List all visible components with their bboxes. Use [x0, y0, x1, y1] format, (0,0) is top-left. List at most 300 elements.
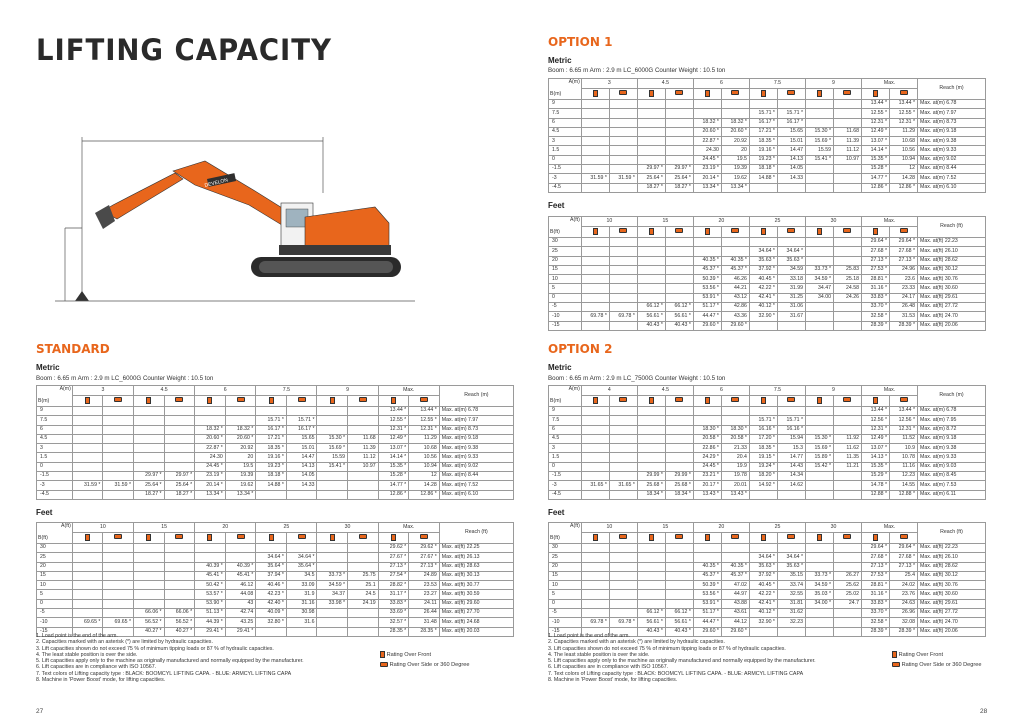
capacity-cell: 28.39 * — [890, 627, 918, 636]
capacity-cell — [609, 562, 637, 571]
height-cell: -1.5 — [549, 165, 582, 174]
capacity-cell: 25.64 * — [134, 481, 165, 490]
capacity-cell — [317, 618, 348, 627]
reach-cell: Max. at(m) 9.38 — [918, 137, 986, 146]
reach-cell: Max. at(ft) 22.23 — [918, 544, 986, 553]
reach-cell: Max. at(m) 7.52 — [918, 174, 986, 183]
capacity-cell: 13.34 * — [195, 490, 226, 499]
capacity-cell — [805, 100, 833, 109]
b-label: B(m) — [550, 398, 562, 405]
capacity-cell: 31.62 — [777, 609, 805, 618]
max-header: Max. — [378, 523, 439, 533]
rating-front-icon — [649, 534, 654, 541]
capacity-cell: 20.58 * — [721, 434, 749, 443]
capacity-cell — [833, 118, 861, 127]
capacity-cell — [609, 425, 637, 434]
front-icon-cell — [317, 396, 348, 407]
table-row — [37, 618, 514, 627]
capacity-cell — [665, 453, 693, 462]
header-row — [37, 523, 514, 533]
capacity-cell: 12.55 * — [890, 109, 918, 118]
side-icon-cell — [409, 396, 440, 407]
height-cell: -10 — [549, 618, 582, 627]
reach-cell: Max. at(ft) 30.13 — [439, 571, 513, 580]
capacity-cell — [581, 553, 609, 562]
capacity-cell: 13.07 * — [862, 137, 890, 146]
capacity-cell: 40.35 * — [721, 562, 749, 571]
capacity-cell: 19.23 * — [749, 155, 777, 164]
capacity-cell: 23.19 * — [693, 165, 721, 174]
rating-side-icon — [900, 228, 908, 233]
capacity-cell: 28.35 * — [378, 627, 409, 636]
capacity-cell: 14.77 * — [862, 174, 890, 183]
capacity-cell: 14.88 * — [256, 481, 287, 490]
note: 1. Load point is the end of the arm. — [36, 633, 118, 639]
capacity-cell: 15.41 * — [317, 462, 348, 471]
rating-side-icon — [731, 228, 739, 233]
header-row — [549, 523, 986, 533]
side-icon-cell — [890, 533, 918, 544]
capacity-cell — [833, 609, 861, 618]
capacity-cell: 10.9 — [890, 444, 918, 453]
capacity-cell — [317, 472, 348, 481]
capacity-cell — [665, 590, 693, 599]
capacity-cell — [665, 118, 693, 127]
capacity-cell: 28.35 * — [409, 627, 440, 636]
capacity-cell: 34.59 * — [317, 581, 348, 590]
reach-cell: Max. at(ft) 30.77 — [439, 581, 513, 590]
capacity-cell: 11.39 — [833, 137, 861, 146]
capacity-cell — [103, 581, 134, 590]
capacity-cell — [134, 562, 165, 571]
side-icon-cell — [890, 227, 918, 238]
table-row — [37, 581, 514, 590]
capacity-cell: 31.53 — [890, 312, 918, 321]
capacity-cell — [777, 490, 805, 499]
capacity-cell — [317, 407, 348, 416]
height-cell: 9 — [549, 407, 582, 416]
rating-side-icon — [359, 397, 367, 402]
capacity-cell: 25.62 — [833, 581, 861, 590]
side-icon-cell — [286, 396, 317, 407]
front-icon-cell — [637, 227, 665, 238]
capacity-cell: 31.16 * — [862, 284, 890, 293]
rating-side-icon — [675, 90, 683, 95]
capacity-cell: 15.35 * — [378, 462, 409, 471]
rating-front-icon — [146, 397, 151, 404]
note: 3. Lift capacities shown do not exceed 75 % of minimum tipping loads or 87 % of hydraulic capacities. — [548, 645, 786, 652]
capacity-cell: 12.31 * — [890, 118, 918, 127]
capacity-cell — [225, 544, 256, 553]
capacity-cell: 25.75 — [348, 571, 379, 580]
capacity-cell: 14.92 * — [749, 481, 777, 490]
a-label: A(m) — [568, 386, 580, 392]
height-cell: 0 — [37, 599, 73, 608]
capacity-cell: 18.32 * — [225, 425, 256, 434]
reach-cell: Max. at(ft) 30.12 — [918, 571, 986, 580]
radius-header: 7.5 — [749, 386, 805, 396]
capacity-cell: 14.77 * — [378, 481, 409, 490]
height-cell: -15 — [549, 627, 582, 636]
capacity-cell — [103, 544, 134, 553]
reach-cell: Max. at(m) 9.38 — [918, 444, 986, 453]
rating-side-icon — [675, 534, 683, 539]
table-row — [549, 581, 986, 590]
note: 3. Lift capacities shown do not exceed 75 % of minimum tipping loads or 87 % of hydraulic capacities. — [36, 645, 274, 652]
brand-label: DEVELON — [204, 177, 229, 189]
capacity-cell: 27.53 * — [862, 571, 890, 580]
rating-front-icon — [761, 228, 766, 235]
capacity-cell: 20 — [721, 146, 749, 155]
front-icon-cell — [378, 396, 409, 407]
reach-header: Reach (m) — [918, 79, 986, 100]
capacity-cell — [721, 544, 749, 553]
capacity-cell: 33.18 — [777, 275, 805, 284]
rating-front-icon — [380, 651, 385, 658]
capacity-cell: 19.16 * — [256, 453, 287, 462]
table-row — [549, 416, 986, 425]
front-icon-cell — [862, 89, 890, 100]
capacity-cell — [609, 265, 637, 274]
capacity-cell: 44.47 * — [693, 312, 721, 321]
capacity-cell: 66.06 * — [134, 609, 165, 618]
table-row — [549, 553, 986, 562]
height-cell: 15 — [549, 571, 582, 580]
standard-feet-label: Feet — [36, 508, 53, 517]
header-row — [37, 386, 514, 396]
capacity-cell: 11.68 — [348, 434, 379, 443]
height-cell: 4.5 — [37, 434, 73, 443]
capacity-cell: 13.34 * — [721, 183, 749, 192]
capacity-cell — [581, 434, 609, 443]
capacity-cell: 18.32 * — [721, 118, 749, 127]
reach-cell: Max. at(ft) 28.63 — [439, 562, 513, 571]
option1-feet-label: Feet — [548, 201, 565, 210]
front-icon-cell — [805, 533, 833, 544]
capacity-cell: 40.12 * — [749, 609, 777, 618]
capacity-cell: 33.73 * — [805, 571, 833, 580]
capacity-cell — [609, 462, 637, 471]
capacity-cell — [103, 571, 134, 580]
capacity-cell: 40.39 * — [225, 562, 256, 571]
capacity-cell — [348, 416, 379, 425]
capacity-cell: 34.00 — [805, 293, 833, 302]
capacity-cell — [609, 416, 637, 425]
capacity-cell — [833, 312, 861, 321]
capacity-cell — [805, 256, 833, 265]
capacity-cell — [103, 562, 134, 571]
excavator-illustration — [55, 133, 415, 308]
capacity-cell: 10.56 — [409, 453, 440, 462]
capacity-cell — [72, 590, 103, 599]
capacity-cell — [103, 425, 134, 434]
capacity-cell — [581, 453, 609, 462]
capacity-cell: 19.24 * — [749, 462, 777, 471]
side-icon-cell — [609, 89, 637, 100]
capacity-cell — [609, 553, 637, 562]
capacity-cell: 14.78 * — [862, 481, 890, 490]
rating-front-icon — [391, 534, 396, 541]
capacity-cell: 12.31 * — [890, 425, 918, 434]
table-row — [549, 174, 986, 183]
capacity-cell: 24.45 * — [195, 462, 226, 471]
note: 8. Machine in 'Power Boost' mode, for lifting capacities. — [548, 677, 678, 684]
front-icon-cell — [862, 396, 890, 407]
capacity-cell: 53.90 * — [195, 599, 226, 608]
capacity-cell — [609, 472, 637, 481]
reach-cell: Max. at(m) 8.44 — [439, 472, 513, 481]
standard-metric-label: Metric — [36, 363, 60, 372]
side-icon-cell — [609, 396, 637, 407]
table-row — [549, 609, 986, 618]
front-icon-cell — [72, 533, 103, 544]
reach-cell: Max. at(m) 7.97 — [918, 109, 986, 118]
radius-header: 20 — [693, 523, 749, 533]
capacity-cell: 33.09 — [286, 581, 317, 590]
capacity-cell: 25.68 * — [637, 481, 665, 490]
capacity-cell — [581, 165, 609, 174]
table-row — [37, 462, 514, 471]
side-icon-cell — [665, 227, 693, 238]
rating-side-icon — [731, 397, 739, 402]
capacity-cell — [164, 462, 195, 471]
capacity-cell: 31.59 * — [581, 174, 609, 183]
capacity-cell — [225, 407, 256, 416]
capacity-cell: 56.61 * — [637, 618, 665, 627]
capacity-cell — [72, 453, 103, 462]
capacity-cell: 32.90 * — [749, 618, 777, 627]
capacity-cell: 19.23 * — [256, 462, 287, 471]
option2-spec: Boom : 6.65 m Arm : 2.9 m LC_7500G Counter Weight : 10.5 ton — [548, 375, 726, 382]
capacity-cell — [637, 256, 665, 265]
capacity-cell — [348, 562, 379, 571]
capacity-cell: 24.58 — [833, 284, 861, 293]
capacity-cell — [609, 571, 637, 580]
height-cell: 4.5 — [549, 434, 582, 443]
option1-spec: Boom : 6.65 m Arm : 2.9 m LC_6000G Counter Weight : 10.5 ton — [548, 67, 726, 74]
capacity-cell: 34.37 — [317, 590, 348, 599]
reach-cell: Max. at(ft) 20.03 — [439, 627, 513, 636]
table-row — [37, 609, 514, 618]
capacity-cell: 14.13 — [777, 155, 805, 164]
capacity-cell — [805, 544, 833, 553]
table-row — [549, 146, 986, 155]
rating-front-icon — [873, 397, 878, 404]
capacity-cell — [637, 444, 665, 453]
capacity-cell: 20.17 * — [693, 481, 721, 490]
capacity-cell: 11.21 — [833, 462, 861, 471]
side-icon-cell — [833, 227, 861, 238]
reach-cell: Max. at(m) 9.38 — [439, 444, 513, 453]
rating-side-icon — [843, 228, 851, 233]
reach-cell: Max. at(ft) 28.62 — [918, 256, 986, 265]
front-icon-cell — [637, 89, 665, 100]
capacity-cell — [721, 407, 749, 416]
capacity-cell: 13.43 * — [721, 490, 749, 499]
capacity-cell — [637, 146, 665, 155]
height-cell: 9 — [37, 407, 73, 416]
table-row — [549, 256, 986, 265]
capacity-cell: 14.47 — [286, 453, 317, 462]
table-row — [37, 453, 514, 462]
capacity-cell — [134, 453, 165, 462]
front-icon-cell — [195, 396, 226, 407]
capacity-cell — [609, 118, 637, 127]
capacity-cell — [581, 238, 609, 247]
capacity-cell — [164, 553, 195, 562]
legend-side-right: Rating Over Side or 360 Degree — [892, 662, 981, 668]
front-icon-cell — [378, 533, 409, 544]
table-row — [549, 137, 986, 146]
rating-side-icon — [420, 397, 428, 402]
table-row — [549, 472, 986, 481]
capacity-cell: 16.16 * — [749, 425, 777, 434]
max-header: Max. — [862, 217, 918, 227]
height-cell: 0 — [549, 293, 582, 302]
capacity-cell: 25.1 — [348, 581, 379, 590]
capacity-cell — [805, 238, 833, 247]
capacity-cell: 12.49 * — [862, 127, 890, 136]
table-row — [549, 321, 986, 330]
capacity-cell: 12 — [890, 165, 918, 174]
reach-header: Reach (ft) — [918, 523, 986, 544]
capacity-cell: 26.44 — [409, 609, 440, 618]
capacity-cell — [609, 284, 637, 293]
capacity-cell — [103, 553, 134, 562]
side-icon-cell — [609, 533, 637, 544]
height-cell: 0 — [549, 155, 582, 164]
capacity-cell: 11.35 — [833, 453, 861, 462]
capacity-cell: 14.77 — [777, 453, 805, 462]
capacity-cell: 29.41 * — [195, 627, 226, 636]
capacity-cell: 40.45 * — [749, 275, 777, 284]
capacity-cell: 11.12 — [348, 453, 379, 462]
capacity-cell — [665, 444, 693, 453]
radius-header: 30 — [805, 217, 861, 227]
b-label: B(ft) — [550, 229, 560, 236]
rating-front-icon — [817, 90, 822, 97]
height-cell: -5 — [37, 609, 73, 618]
capacity-cell — [134, 444, 165, 453]
capacity-cell: 40.12 * — [749, 303, 777, 312]
rating-side-icon — [619, 228, 627, 233]
capacity-cell: 66.06 * — [164, 609, 195, 618]
capacity-cell: 12.86 * — [862, 183, 890, 192]
note: 4. The least stable position is over the side. — [548, 651, 650, 658]
capacity-cell — [721, 553, 749, 562]
page-title: LIFTING CAPACITY — [36, 33, 332, 67]
capacity-cell — [777, 321, 805, 330]
capacity-cell — [609, 599, 637, 608]
capacity-cell: 19.39 — [721, 165, 749, 174]
reach-cell: Max. at(m) 9.02 — [439, 462, 513, 471]
rating-front-icon — [873, 90, 878, 97]
capacity-cell: 27.68 * — [862, 553, 890, 562]
side-icon-cell — [721, 227, 749, 238]
capacity-cell: 12.88 * — [890, 490, 918, 499]
capacity-cell — [317, 627, 348, 636]
capacity-cell: 12 — [409, 472, 440, 481]
reach-cell: Max. at(ft) 30.60 — [918, 590, 986, 599]
reach-cell: Max. at(ft) 27.72 — [918, 303, 986, 312]
capacity-cell: 31.6 — [286, 618, 317, 627]
rating-side-icon — [175, 534, 183, 539]
capacity-cell — [833, 627, 861, 636]
capacity-cell: 45.37 * — [693, 571, 721, 580]
rating-front-icon — [892, 651, 897, 658]
header-row — [549, 79, 986, 89]
capacity-cell: 12.31 * — [862, 425, 890, 434]
capacity-cell — [833, 183, 861, 192]
capacity-cell — [103, 453, 134, 462]
capacity-cell — [833, 544, 861, 553]
capacity-cell — [665, 416, 693, 425]
capacity-cell — [693, 238, 721, 247]
rating-front-icon — [593, 228, 598, 235]
capacity-cell — [833, 618, 861, 627]
capacity-cell — [805, 118, 833, 127]
radius-header: 7.5 — [256, 386, 317, 396]
capacity-cell — [693, 544, 721, 553]
capacity-cell — [805, 247, 833, 256]
capacity-cell — [637, 137, 665, 146]
capacity-cell — [609, 590, 637, 599]
front-icon-cell — [317, 533, 348, 544]
capacity-cell: 24.02 — [890, 581, 918, 590]
max-header: Max. — [378, 386, 439, 396]
capacity-cell — [134, 590, 165, 599]
capacity-cell: 15.69 * — [805, 137, 833, 146]
capacity-cell: 23.21 * — [693, 472, 721, 481]
height-cell: 30 — [37, 544, 73, 553]
rating-front-icon — [85, 397, 90, 404]
reach-cell: Max. at(ft) 24.70 — [918, 312, 986, 321]
rating-side-icon — [787, 397, 795, 402]
rating-side-icon — [298, 534, 306, 539]
rating-front-icon — [817, 534, 822, 541]
rating-side-icon — [675, 397, 683, 402]
capacity-cell: 14.43 — [777, 462, 805, 471]
capacity-cell — [665, 407, 693, 416]
capacity-cell — [256, 544, 287, 553]
rating-side-icon — [298, 397, 306, 402]
capacity-cell — [134, 599, 165, 608]
capacity-cell — [164, 571, 195, 580]
front-icon-cell — [862, 227, 890, 238]
capacity-cell: 12.31 * — [862, 118, 890, 127]
capacity-cell: 24.19 — [348, 599, 379, 608]
capacity-cell: 31.59 * — [72, 481, 103, 490]
reach-cell: Max. at(m) 7.52 — [439, 481, 513, 490]
capacity-cell — [609, 165, 637, 174]
capacity-cell: 18.34 * — [637, 490, 665, 499]
side-icon-cell — [721, 396, 749, 407]
capacity-cell — [317, 481, 348, 490]
capacity-cell — [665, 155, 693, 164]
capacity-cell — [72, 562, 103, 571]
capacity-cell: 15.35 * — [862, 462, 890, 471]
table-row — [549, 571, 986, 580]
rating-front-icon — [761, 397, 766, 404]
capacity-cell: 12.23 — [890, 472, 918, 481]
height-cell: 6 — [549, 118, 582, 127]
capacity-cell: 43 — [225, 599, 256, 608]
capacity-cell: 35.64 * — [286, 562, 317, 571]
reach-cell: Max. at(m) 9.02 — [918, 155, 986, 164]
capacity-cell: 37.94 * — [256, 571, 287, 580]
capacity-cell: 31.17 * — [378, 590, 409, 599]
capacity-cell — [637, 462, 665, 471]
